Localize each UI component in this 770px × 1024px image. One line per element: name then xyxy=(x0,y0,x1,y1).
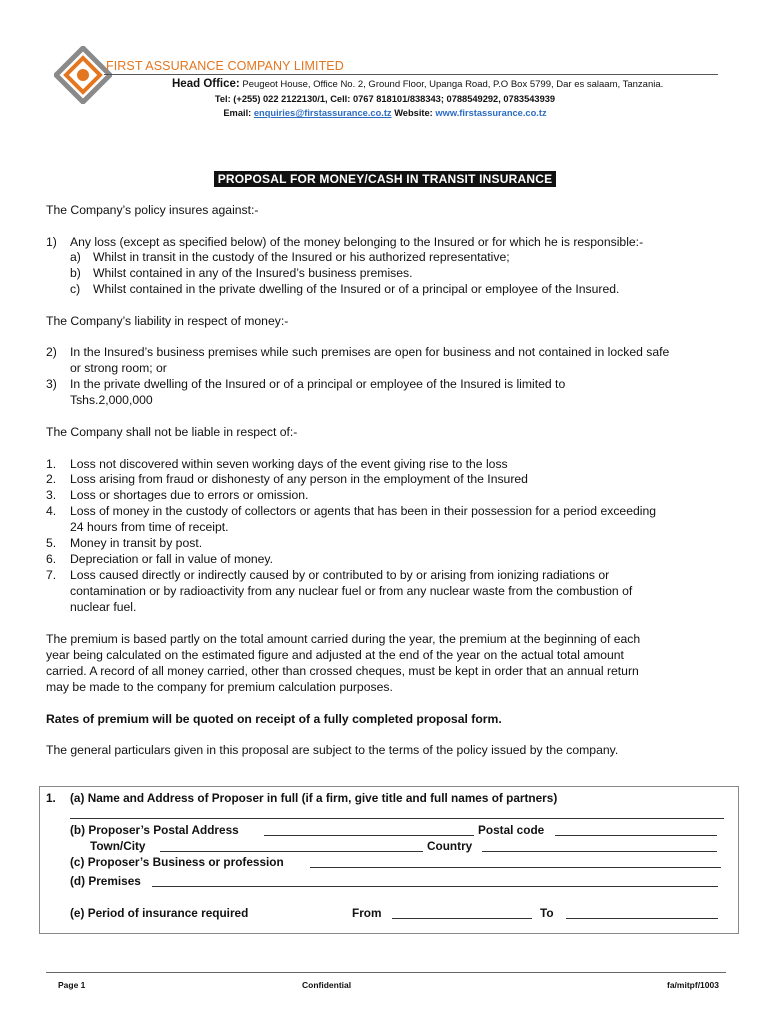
exclusion-num: 1. xyxy=(46,457,57,471)
town-city-input[interactable] xyxy=(160,851,423,852)
email-link[interactable]: enquiries@firstassurance.co.tz xyxy=(253,108,392,118)
item-1b xyxy=(70,266,413,280)
footer-rule xyxy=(46,972,726,973)
head-office-line xyxy=(172,78,663,90)
exclusion-num: 2. xyxy=(46,472,57,486)
exclusion-4-cont: 24 hours from time of receipt. xyxy=(70,520,229,534)
exclusion-4 xyxy=(46,504,657,518)
item-1-text: Any loss (except as specified below) of the money belonging to the Insured or for which he is responsible:- xyxy=(70,235,644,249)
premium-line-4: may be made to the company for premium calculation purposes. xyxy=(46,680,393,694)
exclusion-5 xyxy=(46,536,203,550)
exclusion-7-cont1: contamination or by radioactivity from any nuclear fuel or from any nuclear waste from the combustion of xyxy=(70,584,633,598)
exclusion-7 xyxy=(46,568,610,582)
postal-address-input[interactable] xyxy=(264,835,474,836)
item-1c-text: Whilst contained in the private dwelling of the Insured or of a principal or employee of the Insured. xyxy=(93,282,620,296)
exclusion-text: Loss caused directly or indirectly caused by or contributed to by or arising from ionizing radiations or xyxy=(70,568,610,582)
title-wrap xyxy=(0,170,770,188)
premises-input[interactable] xyxy=(152,886,718,887)
exclusion-7-cont2: nuclear fuel. xyxy=(70,600,137,614)
q1c-label: (c) Proposer’s Business or profession xyxy=(70,855,284,869)
item-3-text: In the private dwelling of the Insured or of a principal or employee of the Insured is limited to xyxy=(70,377,566,391)
item-2-cont: or strong room; or xyxy=(70,361,167,375)
header-rule xyxy=(104,74,718,75)
document-title: PROPOSAL FOR MONEY/CASH IN TRANSIT INSURANCE xyxy=(214,171,557,187)
exclusion-text: Loss not discovered within seven working days of the event giving rise to the loss xyxy=(70,457,508,471)
email-label: Email: xyxy=(223,108,252,118)
item-3-num: 3) xyxy=(46,377,57,391)
country-label: Country xyxy=(427,839,473,853)
q1b-label: (b) Proposer’s Postal Address xyxy=(70,823,239,837)
exclusion-num: 6. xyxy=(46,552,57,566)
item-1a xyxy=(70,250,510,264)
item-1b-text: Whilst contained in any of the Insured’s business premises. xyxy=(93,266,413,280)
head-office-label: Head Office: xyxy=(172,78,240,90)
postal-code-input[interactable] xyxy=(555,835,717,836)
insures-intro: The Company’s policy insures against:- xyxy=(46,203,259,217)
exclusion-text: Loss of money in the custody of collectors or agents that has been in their possession for a period exceeding xyxy=(70,504,657,518)
exclusion-1 xyxy=(46,457,508,471)
from-input[interactable] xyxy=(392,918,532,919)
tel-line: Tel: (+255) 022 2122130/1, Cell: 0767 818101/838343; 0788549292, 0783543939 xyxy=(214,94,556,104)
item-1c xyxy=(70,282,620,296)
not-liable-intro: The Company shall not be liable in respect of:- xyxy=(46,425,298,439)
footer-ref: fa/mitpf/1003 xyxy=(667,980,719,990)
item-3 xyxy=(46,377,566,391)
head-office-address: Peugeot House, Office No. 2, Ground Floor, Upanga Road, P.O Box 5799, Dar es salaam, Tanzania. xyxy=(242,79,664,90)
exclusion-2 xyxy=(46,472,528,486)
q1e-label: (e) Period of insurance required xyxy=(70,906,249,920)
item-3-amount: Tshs.2,000,000 xyxy=(70,393,153,407)
town-city-label: Town/City xyxy=(90,839,146,853)
item-1a-num: a) xyxy=(70,250,81,264)
exclusion-text: Money in transit by post. xyxy=(70,536,203,550)
to-label: To xyxy=(540,906,554,920)
item-2-num: 2) xyxy=(46,345,57,359)
premium-line-2: year being calculated on the estimated figure and adjusted at the end of the year on the actual total amount xyxy=(46,648,624,662)
exclusion-num: 3. xyxy=(46,488,57,502)
exclusion-num: 4. xyxy=(46,504,57,518)
to-input[interactable] xyxy=(566,918,718,919)
exclusion-num: 5. xyxy=(46,536,57,550)
country-input[interactable] xyxy=(482,851,717,852)
exclusion-3 xyxy=(46,488,309,502)
item-2 xyxy=(46,345,670,359)
liability-intro: The Company’s liability in respect of money:- xyxy=(46,314,289,328)
business-input[interactable] xyxy=(310,867,721,868)
item-1b-num: b) xyxy=(70,266,81,280)
from-label: From xyxy=(352,906,382,920)
website-label: Website: xyxy=(394,108,433,118)
exclusion-text: Loss or shortages due to errors or omission. xyxy=(70,488,309,502)
rates-note: Rates of premium will be quoted on receipt of a fully completed proposal form. xyxy=(46,712,502,726)
premium-line-3: carried. A record of all money carried, other than crossed cheques, must be kept in order that an annual return xyxy=(46,664,639,678)
item-1c-num: c) xyxy=(70,282,81,296)
exclusion-6 xyxy=(46,552,274,566)
q1d-label: (d) Premises xyxy=(70,874,141,888)
postal-code-label: Postal code xyxy=(478,823,545,837)
q1a-input-line[interactable] xyxy=(70,818,724,819)
item-2-text: In the Insured’s business premises while such premises are open for business and not contained in locked safe xyxy=(70,345,670,359)
company-name: FIRST ASSURANCE COMPANY LIMITED xyxy=(106,59,344,73)
exclusion-text: Depreciation or fall in value of money. xyxy=(70,552,274,566)
exclusion-text: Loss arising from fraud or dishonesty of any person in the employment of the Insured xyxy=(70,472,528,486)
premium-line-1: The premium is based partly on the total amount carried during the year, the premium at the beginning of each xyxy=(46,632,641,646)
website-link[interactable]: www.firstassurance.co.tz xyxy=(435,108,547,118)
footer-confidential: Confidential xyxy=(302,980,352,990)
general-note: The general particulars given in this proposal are subject to the terms of the policy issued by the company. xyxy=(46,743,619,757)
q1-num: 1. xyxy=(46,791,56,805)
q1a-label: (a) Name and Address of Proposer in full (if a firm, give title and full names of partners) xyxy=(70,791,558,805)
exclusion-num: 7. xyxy=(46,568,57,582)
item-1-num: 1) xyxy=(46,235,57,249)
email-line xyxy=(0,108,770,118)
footer-page: Page 1 xyxy=(58,980,86,990)
item-1a-text: Whilst in transit in the custody of the Insured or his authorized representative; xyxy=(93,250,510,264)
item-1 xyxy=(46,235,644,249)
